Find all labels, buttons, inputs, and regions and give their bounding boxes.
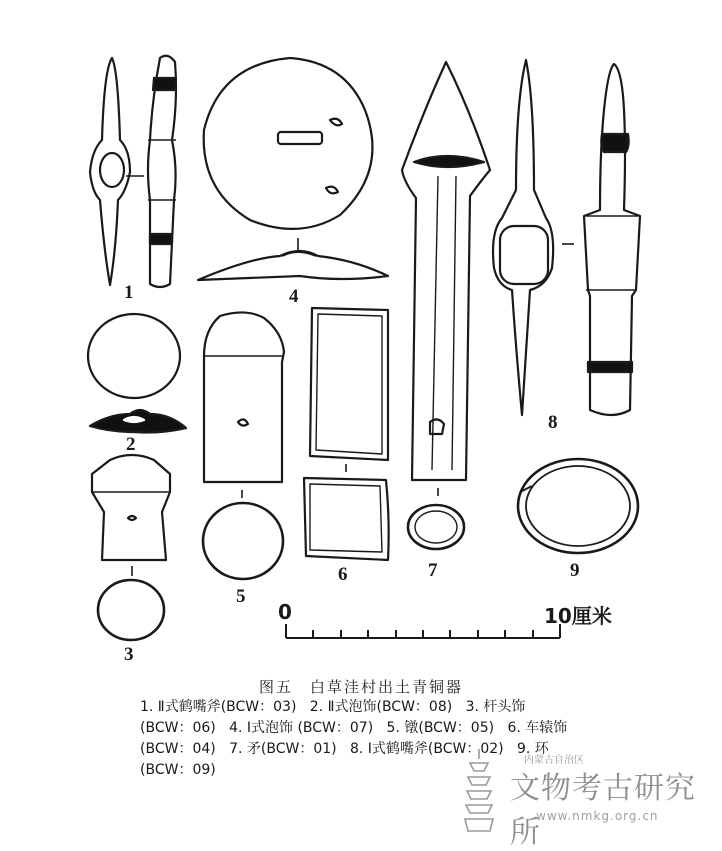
- figure-label-4: 4: [289, 286, 299, 307]
- artifact-8-axe-front: [493, 60, 574, 415]
- caption-item-7: 7. 矛(BCW：01): [229, 741, 337, 757]
- caption-item-1: 1. Ⅱ式鹤嘴斧(BCW：03): [140, 699, 297, 715]
- caption-item-9: 9. 环(BCW：09): [140, 741, 549, 778]
- watermark: [462, 745, 712, 850]
- artifact-6-shaft-ornament: [304, 308, 389, 560]
- caption-item-3: 3. 杆头饰 (BCW：06): [140, 699, 526, 736]
- artifact-3-pole-top-ornament: [92, 455, 170, 640]
- watermark-region: 内蒙古自治区: [524, 755, 584, 766]
- scale-bar: [286, 624, 560, 638]
- watermark-url: www.nmkg.org.cn: [536, 809, 659, 823]
- figure-label-9: 9: [570, 560, 580, 581]
- artifact-7-socket-ring: [408, 488, 464, 549]
- figure-label-5: 5: [236, 586, 246, 607]
- figure-label-6: 6: [338, 564, 348, 585]
- scale-zero-label: 0: [278, 600, 292, 624]
- caption-item-6: 6. 车辕饰(BCW：04): [140, 720, 568, 757]
- scale-end-label: 10厘米: [544, 604, 612, 628]
- caption-item-2: 2. Ⅱ式泡饰(BCW：08): [309, 699, 453, 715]
- artifact-7-spearhead: [402, 62, 490, 480]
- artifact-5-ferrule: [203, 312, 284, 579]
- artifact-8-axe-side: [584, 64, 640, 415]
- caption-item-5: 5. 镦(BCW：05): [386, 720, 495, 736]
- artifact-4-bubble-ornament: [198, 58, 388, 280]
- figure-label-7: 7: [428, 560, 438, 581]
- artifact-1-axe-side: [148, 56, 176, 287]
- figure-label-2: 2: [126, 434, 136, 455]
- figure-label-8: 8: [548, 412, 558, 433]
- pagoda-logo-icon: [462, 747, 496, 833]
- figure-label-1: 1: [124, 282, 134, 303]
- artifact-1-axe-front: [90, 58, 144, 285]
- watermark-institute: 文物考古研究所: [510, 771, 696, 850]
- caption-item-4: 4. Ⅰ式泡饰 (BCW：07): [229, 720, 374, 736]
- figure-label-3: 3: [124, 644, 134, 665]
- caption-item-8: 8. Ⅰ式鹤嘴斧(BCW：02): [349, 741, 504, 757]
- artifact-2-bubble-ornament: [88, 314, 186, 433]
- caption-title: 图五 白草洼村出土青铜器: [258, 678, 463, 696]
- artifact-9-ring: [518, 459, 638, 553]
